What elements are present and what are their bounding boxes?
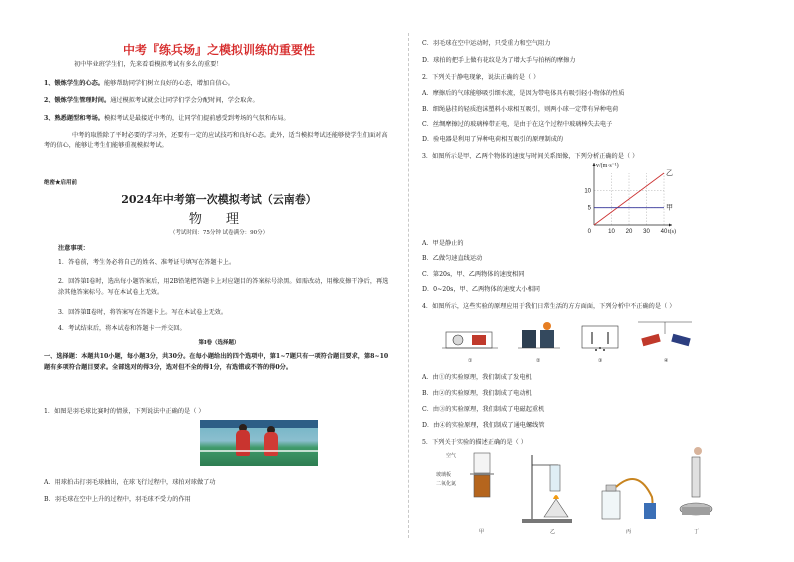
- exam-title: 2024年中考第一次模拟考试（云南卷）: [121, 193, 317, 206]
- notice-1: 1．答卷前，考生务必将自己的姓名、准考证号填写在答题卡上。: [58, 259, 236, 266]
- q3-stem: 3．如图所示是甲、乙两个物体的速度与时间关系图像，下列分析正确的是（ ）: [422, 153, 639, 160]
- banner-point-3: 3、熟悉题型和考场。模拟考试是最接近中考的，让同学们提前感受到考场的气氛和布局。: [44, 115, 290, 122]
- q4-stem: 4．如图所示，这些实验的原理应用于我们日常生活的方方面面，下列分析中不正确的是（ ）: [422, 303, 676, 310]
- figure-4-magnets: [638, 322, 692, 364]
- figure-2-motor: [518, 322, 560, 364]
- q3-option-c: C．第20s，甲、乙两物体的速度相同: [422, 271, 525, 278]
- exam-subject: 物 理: [188, 212, 250, 227]
- figure-1-generator: [442, 332, 498, 364]
- x-axis-label: t(s): [668, 229, 676, 235]
- notice-4: 4．考试结束后，将本试卷和答题卡一并交回。: [58, 325, 186, 332]
- series-label-1: 乙: [666, 169, 673, 177]
- q4-figures: [442, 318, 742, 368]
- origin-label: 0: [587, 229, 591, 235]
- x-tick-label: 40: [660, 229, 668, 235]
- q1-option-b: B．羽毛球在空中上升的过程中，羽毛球不受力的作用: [44, 496, 191, 503]
- q4-option-a: A．由①的实验原理，我们制成了发电机: [422, 374, 532, 381]
- series-line-1: [594, 173, 664, 225]
- figure-bing-label: 丙: [626, 529, 632, 535]
- figure-ding-label: 丁: [694, 529, 700, 535]
- q1-option-a: A．用球拍击打羽毛球抽出，在球飞行过程中，球拍对球做了功: [44, 479, 216, 486]
- x-axis-arrow: [669, 224, 672, 227]
- x-tick-label: 10: [608, 229, 615, 235]
- figure-ding-sound: [680, 447, 712, 535]
- exam-meta: （考试时间：75分钟 试卷满分：90分）: [169, 230, 269, 236]
- banner-point-1: 1、锻炼学生的心态。能够帮助同学们树立良好的心态，增加自信心。: [44, 80, 234, 87]
- q2-option-a: A．摩擦后的气球能够吸引细水流，是因为带电体具有吸引轻小物体的性质: [422, 90, 625, 97]
- velocity-time-chart: [572, 163, 682, 243]
- annotation-no2: 二氧化氮: [436, 481, 457, 487]
- q2-option-b: B．细绳悬挂的轻质泡沫塑料小球相互吸引，则两小球一定带有异种电荷: [422, 106, 619, 113]
- secret-mark: 绝密★启用前: [44, 180, 78, 186]
- q4-option-b: B．由②的实验原理，我们制成了电动机: [422, 390, 532, 397]
- badminton-photo: [200, 420, 318, 466]
- y-tick-label: 5: [587, 205, 591, 212]
- banner-intro: 初中毕业班学生们，先来看看模拟考试有多么的重要！: [74, 61, 223, 68]
- q2-stem: 2．下列关于静电现象，说法正确的是（ ）: [422, 74, 540, 81]
- annotation-glass-plate: 玻璃板: [436, 472, 452, 478]
- q1-option-d: D．球拍的把手上做有花纹是为了增大手与拍柄的摩擦力: [422, 57, 576, 64]
- figure-jia-label: 甲: [479, 529, 485, 535]
- annotation-air: 空气: [446, 453, 457, 459]
- exam-page: [44, 33, 760, 538]
- figure-3-label: ③: [598, 358, 603, 364]
- x-tick-label: 30: [643, 229, 650, 235]
- q1-stem: 1．如图是羽毛球比赛时的情景，下列说法中正确的是（ ）: [44, 408, 205, 415]
- q5-figures: [432, 447, 752, 537]
- figure-2-label: ②: [536, 358, 541, 364]
- banner-point-2: 2、锻炼学生管理时间。通过模拟考试就会让同学们学会分配时间，学会取舍。: [44, 97, 259, 104]
- notice-2: 2．回答第Ⅰ卷时，选出每小题答案后，用2B铅笔把答题卡上对应题目的答案标号涂黑。如需改动，用橡皮擦干净后，再选涂其他答案标号。写在本试卷上无效。: [58, 278, 389, 296]
- column-divider: [408, 33, 409, 538]
- notices-heading: 注意事项：: [58, 245, 89, 252]
- q2-option-d: D．验电器是利用了异种电荷相互吸引的原理制成的: [422, 136, 564, 143]
- q1-option-c: C．羽毛球在空中运动时，只受重力和空气阻力: [422, 40, 551, 47]
- section1-title: 第Ⅰ卷（选择题）: [198, 340, 240, 346]
- y-axis-label: v/(m·s⁻¹): [596, 163, 619, 169]
- figure-yi-label: 乙: [550, 529, 556, 535]
- figure-1-label: ①: [468, 358, 473, 364]
- notice-3: 3．回答第Ⅱ卷时，将答案写在答题卡上。写在本试卷上无效。: [58, 309, 228, 316]
- q2-option-c: C．丝绸摩擦过的玻璃棒带正电，是由于在这个过程中玻璃棒失去电子: [422, 121, 613, 128]
- figure-3-electromagnet: [582, 326, 618, 364]
- series-label-2: 甲: [666, 203, 673, 212]
- banner-title: 中考『练兵场』之模拟训练的重要性: [122, 43, 315, 57]
- q3-option-b: B．乙做匀速直线运动: [422, 255, 483, 262]
- q3-option-a: A．甲是静止的: [422, 240, 464, 247]
- figure-bing-tube: [602, 479, 656, 535]
- y-tick-label: 10: [584, 188, 591, 195]
- q4-option-d: D．由④的实验原理，我们制成了通电螺线管: [422, 422, 545, 429]
- figure-jia-diffusion: [436, 452, 494, 535]
- q5-stem: 5．下列关于实验的描述正确的是（ ）: [422, 439, 527, 446]
- q4-option-c: C．由③的实验原理，我们制成了电磁起重机: [422, 406, 545, 413]
- section1-instruction: 一、选择题：本题共10小题，每小题3分，共30分。在每小题给出的四个选项中，第1~7题只有一项符合题目要求，第8~10题有多项符合题目要求。全部选对的得3分，选对但不全的得1分，有选错或不答的得0分。: [44, 353, 389, 371]
- figure-4-label: ④: [664, 358, 669, 364]
- q3-option-d: D．0~20s，甲、乙两物体的速度大小相同: [422, 286, 540, 293]
- banner-conclusion: 中考的取胜除了平时必要的学习外，还要有一定的应试技巧和良好心态。此外，适当模拟考试还能够使学生们面对高考的信心，能够让考生们能够重视模拟考试。: [44, 132, 388, 149]
- figure-yi-heating: [522, 455, 572, 535]
- x-tick-label: 20: [625, 229, 633, 235]
